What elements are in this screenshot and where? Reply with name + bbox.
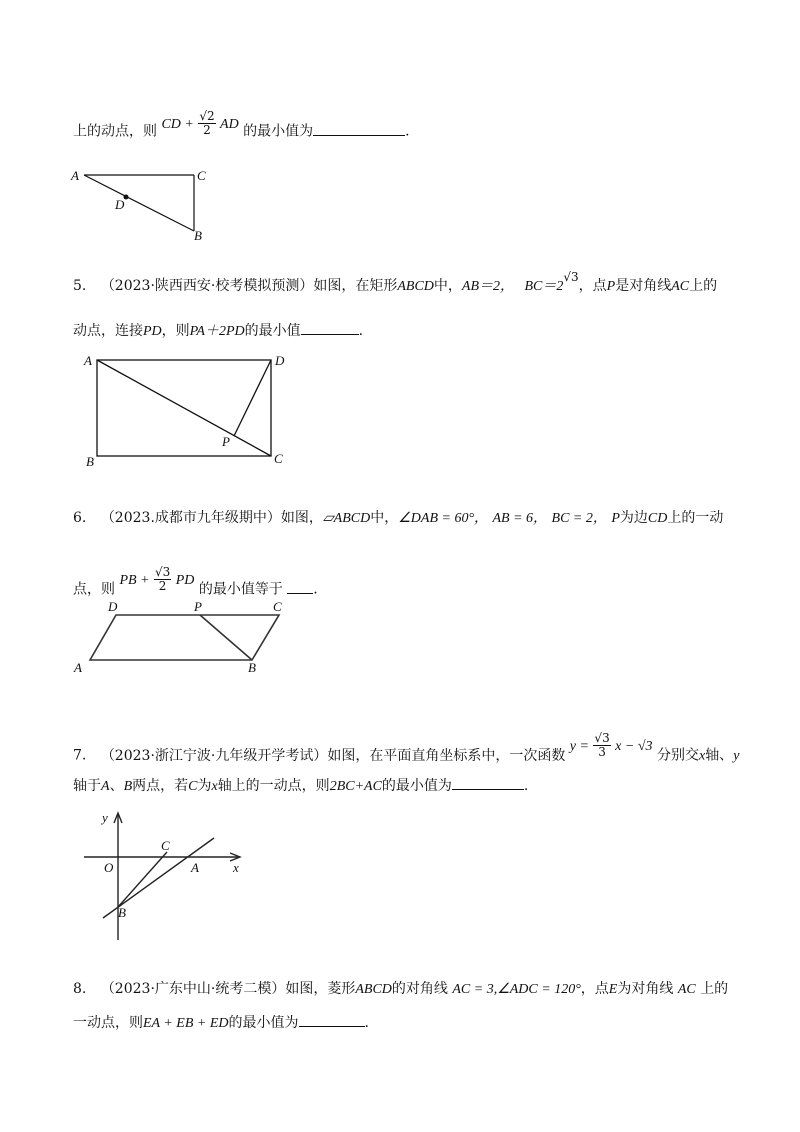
q4-question-line: 上的动点，则 CD + $\frac{√2}{2}$ AD 的最小值为 . — [73, 109, 410, 140]
q6-fraction: $\frac{√3}{2}$ — [154, 565, 171, 593]
q4-expr-left: CD + — [161, 116, 194, 132]
q4-text-post: 的最小值为 — [243, 123, 314, 140]
q4-expr-right: AD — [220, 116, 239, 132]
q6-question-line2: 点，则 PB + $\frac{√3}{2}$ PD 的最小值等于 . — [73, 565, 318, 598]
q4-label-a: A — [71, 168, 79, 183]
q4-label-d: D — [115, 197, 125, 212]
q7-question-line1: 7. （2023·浙江宁波·九年级开学考试）如图，在平面直角坐标系中，一次函数 y = $\frac{√3}{3}$ x − √3 分别交x轴、y — [73, 731, 740, 764]
q6-label-p: P — [194, 599, 202, 614]
q4-fraction: $\frac{√2}{2}$ — [199, 109, 215, 137]
q6-label-a: A — [74, 660, 82, 675]
q5-number: 5. — [73, 278, 87, 294]
q7-label-o: O — [104, 860, 114, 875]
q5-question-line1: 5. （2023·陕西西安·校考模拟预测）如图，在矩形ABCD中，AB＝2， BC＝2√3，点P是对角线AC上的 — [73, 270, 718, 294]
q7-label-b: B — [118, 905, 126, 920]
q8-number: 8. — [73, 981, 87, 997]
q5-label-b: B — [86, 454, 94, 469]
q8-question-line2: 一动点，则EA + EB + ED的最小值为 . — [73, 1012, 369, 1034]
q7-label-y: y — [102, 810, 108, 825]
q5-label-d: D — [275, 353, 285, 368]
q7-label-c: C — [161, 838, 170, 853]
q6-question-line1: 6. （2023.成都市九年级期中）如图，▱ABCD中，∠DAB = 60°， AB = 6， BC = 2， P为边CD上的一动 — [73, 510, 724, 526]
q8-question-line1: 8. （2023·广东中山·统考二模）如图，菱形ABCD的对角线 AC = 3,∠ADC = 120°，点E为对角线 AC 上的 — [73, 981, 729, 997]
q7-number: 7. — [73, 747, 87, 764]
q6-label-b: B — [248, 660, 256, 675]
q4-text: 上的动点，则 — [73, 123, 157, 140]
q6-label-c: C — [273, 599, 282, 614]
q7-label-x: x — [233, 860, 239, 875]
q7-question-line2: 轴于A、B两点，若C为x轴上的一动点，则2BC+AC的最小值为 . — [73, 775, 528, 797]
q5-label-a: A — [84, 353, 92, 368]
answer-blank — [299, 1012, 365, 1027]
q7-fraction: $\frac{√3}{3}$ — [594, 731, 610, 759]
q6-number: 6. — [73, 510, 87, 526]
q7-label-a: A — [191, 860, 199, 875]
q4-label-c: C — [197, 168, 206, 183]
q5-label-p: P — [222, 434, 230, 449]
q6-label-d: D — [108, 599, 118, 614]
q5-question-line2: 动点，连接PD，则PA＋2PD的最小值 . — [73, 320, 363, 342]
q5-label-c: C — [274, 451, 283, 466]
q4-label-b: B — [194, 228, 202, 243]
